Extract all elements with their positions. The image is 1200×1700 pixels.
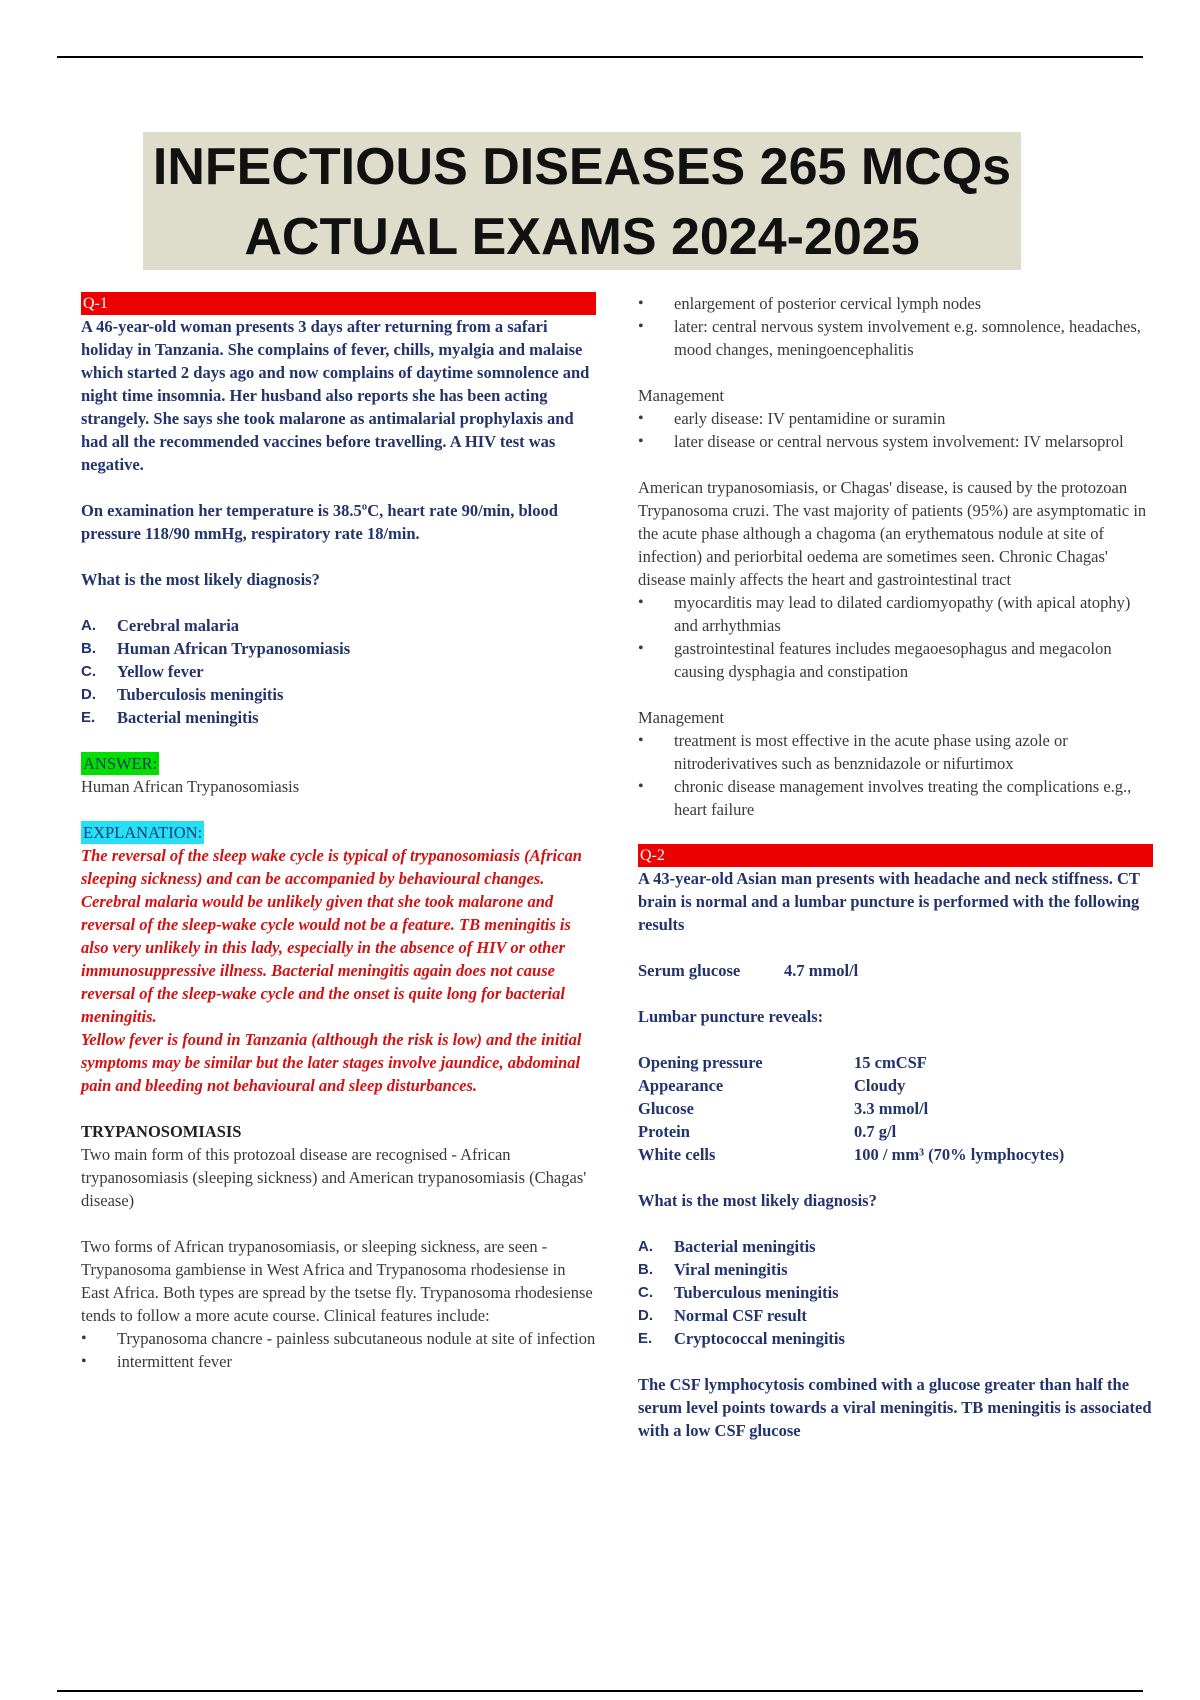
csf-results-table: [638, 1051, 1153, 1166]
list-item: • enlargement of posterior cervical lymph nodes: [638, 294, 982, 313]
clinical-features-list-continued: [638, 292, 1153, 361]
option-d[interactable]: D. Normal CSF result: [638, 1306, 807, 1325]
african-management-list: [638, 407, 1153, 453]
top-rule: [57, 56, 1143, 58]
management-heading: Management: [638, 386, 725, 405]
list-item: • later: central nervous system involvement e.g. somnolence, headaches, mood changes, meningoencephalitis: [638, 317, 1141, 359]
clinical-features-list: [81, 1327, 596, 1373]
option-e[interactable]: E. Cryptococcal meningitis: [638, 1329, 845, 1348]
list-item: • later disease or central nervous system involvement: IV melarsoprol: [638, 432, 1124, 451]
option-d[interactable]: D. Tuberculosis meningitis: [81, 685, 284, 704]
answer-text: Human African Trypanosomiasis: [81, 777, 300, 796]
chagas-management-list: [638, 729, 1153, 821]
option-c[interactable]: C. Yellow fever: [81, 662, 204, 681]
question-1-options: [81, 614, 596, 729]
right-column: [638, 292, 1153, 1442]
explanation-paragraph-1: The reversal of the sleep wake cycle is typical of trypanosomiasis (African sleeping sickness) and can be accompanied by behavioural changes. Cerebral malaria would be unlikely given that she took malarone and reversal of the sleep-wake cycle would not be a feature. TB meningitis is also very unlikely in this lady, especially in the absence of HIV or other immunosuppressive illness. Bacterial meningitis again does not cause reversal of the sleep-wake cycle and the onset is quite long for bacterial meningitis.: [81, 846, 582, 1026]
table-row: Appearance Cloudy: [638, 1076, 906, 1095]
question-1-prompt: What is the most likely diagnosis?: [81, 570, 320, 589]
serum-glucose-row: Serum glucose 4.7 mmol/l: [638, 961, 859, 980]
question-2-note: The CSF lymphocytosis combined with a glucose greater than half the serum level points towards a viral meningitis. TB meningitis is associated with a low CSF glucose: [638, 1375, 1152, 1440]
question-2-prompt: What is the most likely diagnosis?: [638, 1191, 877, 1210]
question-1-label: Q-1: [81, 292, 596, 315]
option-a[interactable]: A. Cerebral malaria: [81, 616, 240, 635]
chagas-features-list: [638, 591, 1153, 683]
document-title: [143, 132, 1021, 270]
lumbar-puncture-heading: Lumbar puncture reveals:: [638, 1007, 824, 1026]
explanation-paragraph-2: Yellow fever is found in Tanzania (although the risk is low) and the initial symptoms may be similar but the later stages involve jaundice, abdominal pain and bleeding not behavioural and sleep disturbances.: [81, 1030, 582, 1095]
table-row: White cells 100 / mm³ (70% lymphocytes): [638, 1145, 1065, 1164]
table-row: Glucose 3.3 mmol/l: [638, 1099, 929, 1118]
explanation-label: EXPLANATION:: [83, 823, 203, 842]
list-item: • chronic disease management involves treating the complications e.g., heart failure: [638, 777, 1132, 819]
list-item: • intermittent fever: [81, 1352, 232, 1371]
american-trypanosomiasis-text: American trypanosomiasis, or Chagas' disease, is caused by the protozoan Trypanosoma cruzi. The vast majority of patients (95%) are asymptomatic in the acute phase although a chagoma (an erythematous nodule at site of infection) and periorbital oedema are sometimes seen. Chronic Chagas' disease mainly affects the heart and gastrointestinal tract: [638, 478, 1147, 589]
option-c[interactable]: C. Tuberculous meningitis: [638, 1283, 839, 1302]
list-item: • early disease: IV pentamidine or suramin: [638, 409, 946, 428]
table-row: Protein 0.7 g/l: [638, 1122, 897, 1141]
title-line-2: ACTUAL EXAMS 2024-2025: [244, 208, 920, 266]
trypanosomiasis-intro: Two main form of this protozoal disease are recognised - African trypanosomiasis (sleeping sickness) and American trypanosomiasis (Chagas' disease): [81, 1145, 587, 1210]
question-2-stem: A 43-year-old Asian man presents with headache and neck stiffness. CT brain is normal and a lumbar puncture is performed with the following results: [638, 869, 1140, 934]
option-b[interactable]: B. Human African Trypanosomiasis: [81, 639, 351, 658]
list-item: • gastrointestinal features includes megaoesophagus and megacolon causing dysphagia and constipation: [638, 639, 1112, 681]
question-1-stem: A 46-year-old woman presents 3 days after returning from a safari holiday in Tanzania. She complains of fever, chills, myalgia and malaise which started 2 days ago and now complains of daytime somnolence and night time insomnia. Her husband also reports she has been acting strangely. She says she took malarone as antimalarial prophylaxis and had all the recommended vaccines before travelling. A HIV test was negative.: [81, 317, 590, 474]
title-line-1: INFECTIOUS DISEASES 265 MCQs: [152, 138, 1012, 196]
table-row: Opening pressure 15 cmCSF: [638, 1053, 927, 1072]
question-2-label: Q-2: [638, 844, 1153, 867]
list-item: • myocarditis may lead to dilated cardiomyopathy (with apical atophy) and arrhythmias: [638, 593, 1131, 635]
management-heading-2: Management: [638, 708, 725, 727]
answer-label: ANSWER:: [83, 754, 158, 773]
option-a[interactable]: A. Bacterial meningitis: [638, 1237, 816, 1256]
bottom-rule: [57, 1690, 1143, 1692]
left-column: [81, 292, 596, 1373]
list-item: • treatment is most effective in the acute phase using azole or nitroderivatives such as benznidazole or nifurtimox: [638, 731, 1068, 773]
option-b[interactable]: B. Viral meningitis: [638, 1260, 788, 1279]
african-trypanosomiasis-text: Two forms of African trypanosomiasis, or sleeping sickness, are seen - Trypanosoma gambiense in West Africa and Trypanosoma rhodesiense in East Africa. Both types are spread by the tsetse fly. Trypanosoma rhodesiense tends to follow a more acute course. Clinical features include:: [81, 1237, 593, 1325]
question-1-exam: On examination her temperature is 38.5ºC, heart rate 90/min, blood pressure 118/90 mmHg, respiratory rate 18/min.: [81, 501, 558, 543]
option-e[interactable]: E. Bacterial meningitis: [81, 708, 259, 727]
list-item: • Trypanosoma chancre - painless subcutaneous nodule at site of infection: [81, 1329, 596, 1348]
trypanosomiasis-heading: TRYPANOSOMIASIS: [81, 1122, 242, 1141]
question-2-options: [638, 1235, 1153, 1350]
